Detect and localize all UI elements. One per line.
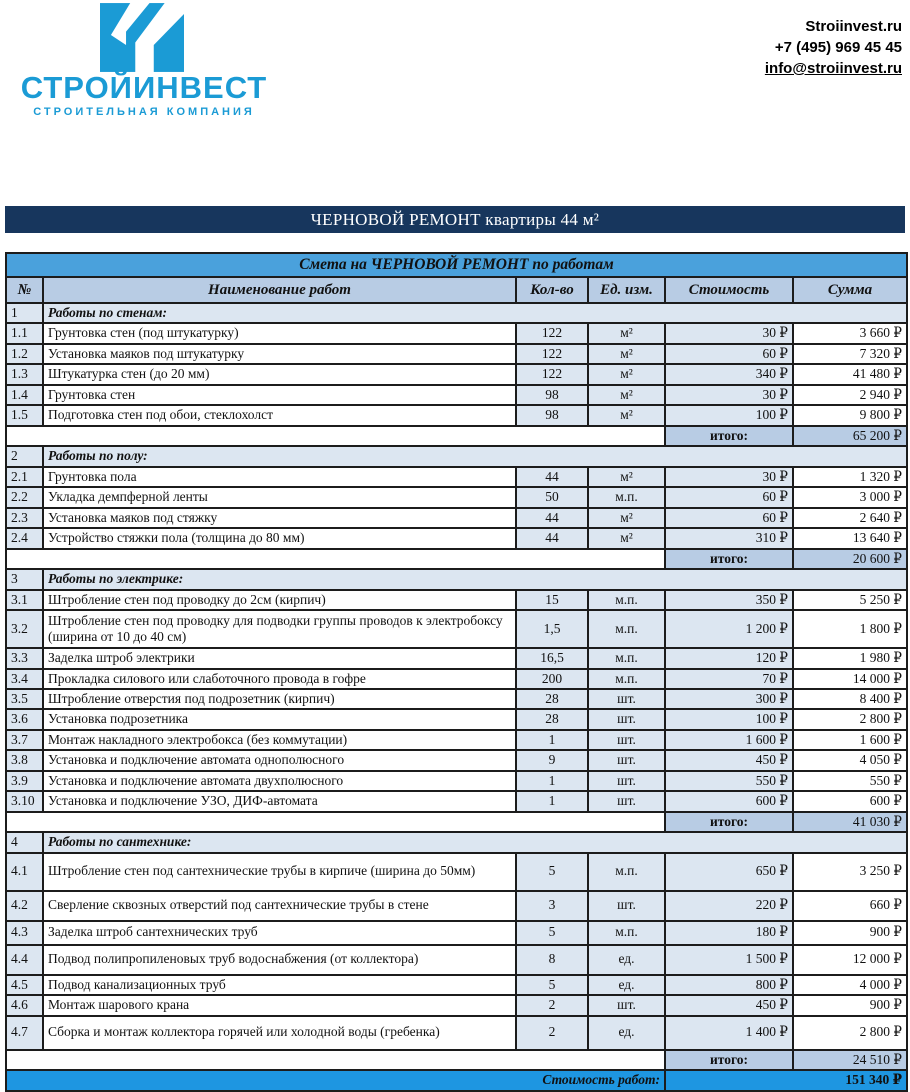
item-quantity-cell: 44: [516, 467, 588, 487]
table-header-row: [6, 277, 907, 303]
item-unit-cell: м²: [588, 323, 665, 343]
item-price-cell: 70 ₽: [665, 669, 793, 689]
item-number-cell: 3.9: [6, 771, 43, 791]
work-item-row: [6, 750, 907, 770]
item-name-cell: Установка и подключение автомата однополюсного: [43, 750, 516, 770]
item-name-cell: Штукатурка стен (до 20 мм): [43, 364, 516, 384]
item-quantity-cell: 5: [516, 853, 588, 891]
contacts-block: [765, 16, 902, 79]
item-quantity-cell: 2: [516, 995, 588, 1015]
company-tagline: СТРОИТЕЛЬНАЯ КОМПАНИЯ: [33, 106, 255, 118]
item-unit-cell: м.п.: [588, 853, 665, 891]
item-name-cell: Подвод полипропиленовых труб водоснабжения (от коллектора): [43, 945, 516, 975]
item-quantity-cell: 5: [516, 975, 588, 995]
item-unit-cell: шт.: [588, 995, 665, 1015]
work-item-row: [6, 689, 907, 709]
item-number-cell: 4.7: [6, 1016, 43, 1050]
email-link[interactable]: info@stroiinvest.ru: [764, 60, 902, 77]
item-unit-cell: м.п.: [588, 669, 665, 689]
item-sum-cell: 1 320 ₽: [793, 467, 907, 487]
item-number-cell: 1.2: [6, 344, 43, 364]
section-total-row: [6, 426, 907, 446]
item-unit-cell: м²: [588, 364, 665, 384]
item-sum-cell: 14 000 ₽: [793, 669, 907, 689]
item-sum-cell: 3 000 ₽: [793, 487, 907, 507]
table-caption-row: [6, 253, 907, 277]
item-name-cell: Подвод канализационных труб: [43, 975, 516, 995]
item-name-cell: Укладка демпферной ленты: [43, 487, 516, 507]
item-unit-cell: шт.: [588, 750, 665, 770]
item-name-cell: Устройство стяжки пола (толщина до 80 мм): [43, 528, 516, 548]
section-total-label: итого:: [665, 549, 793, 569]
item-number-cell: 4.6: [6, 995, 43, 1015]
item-sum-cell: 7 320 ₽: [793, 344, 907, 364]
item-sum-cell: 12 000 ₽: [793, 945, 907, 975]
item-sum-cell: 2 940 ₽: [793, 385, 907, 405]
item-price-cell: 600 ₽: [665, 791, 793, 811]
column-header-0: №: [6, 277, 43, 303]
item-price-cell: 1 400 ₽: [665, 1016, 793, 1050]
item-price-cell: 1 600 ₽: [665, 730, 793, 750]
item-name-cell: Штробление стен под сантехнические трубы в кирпиче (ширина до 50мм): [43, 853, 516, 891]
item-name-cell: Установка маяков под стяжку: [43, 508, 516, 528]
item-price-cell: 60 ₽: [665, 508, 793, 528]
item-quantity-cell: 122: [516, 364, 588, 384]
item-sum-cell: 600 ₽: [793, 791, 907, 811]
item-sum-cell: 4 000 ₽: [793, 975, 907, 995]
column-header-3: Ед. изм.: [588, 277, 665, 303]
item-number-cell: 4.1: [6, 853, 43, 891]
section-header-row: [6, 446, 907, 466]
item-quantity-cell: 1,5: [516, 610, 588, 648]
work-item-row: [6, 791, 907, 811]
table-caption: Смета на ЧЕРНОВОЙ РЕМОНТ по работам: [6, 253, 907, 277]
item-quantity-cell: 122: [516, 323, 588, 343]
item-price-cell: 310 ₽: [665, 528, 793, 548]
work-item-row: [6, 1016, 907, 1050]
company-logo-icon: [100, 3, 184, 72]
item-price-cell: 650 ₽: [665, 853, 793, 891]
section-title: Работы по стенам:: [43, 303, 907, 323]
item-name-cell: Грунтовка стен (под штукатурку): [43, 323, 516, 343]
item-number-cell: 3.5: [6, 689, 43, 709]
item-unit-cell: шт.: [588, 689, 665, 709]
item-unit-cell: шт.: [588, 709, 665, 729]
section-total-label: итого:: [665, 812, 793, 832]
section-number: 3: [6, 569, 43, 589]
item-unit-cell: м.п.: [588, 487, 665, 507]
grand-total-label: Стоимость работ:: [6, 1070, 665, 1090]
item-name-cell: Заделка штроб электрики: [43, 648, 516, 668]
item-unit-cell: шт.: [588, 730, 665, 750]
item-sum-cell: 900 ₽: [793, 921, 907, 945]
item-price-cell: 340 ₽: [665, 364, 793, 384]
column-header-4: Стоимость: [665, 277, 793, 303]
item-sum-cell: 2 800 ₽: [793, 709, 907, 729]
section-total-value: 24 510 ₽: [793, 1050, 907, 1070]
item-price-cell: 100 ₽: [665, 709, 793, 729]
item-number-cell: 2.2: [6, 487, 43, 507]
item-unit-cell: ед.: [588, 1016, 665, 1050]
phone-number: +7 (495) 969 45 45: [774, 39, 902, 56]
item-number-cell: 4.4: [6, 945, 43, 975]
item-unit-cell: шт.: [588, 771, 665, 791]
item-unit-cell: м²: [588, 467, 665, 487]
item-price-cell: 60 ₽: [665, 344, 793, 364]
item-price-cell: 800 ₽: [665, 975, 793, 995]
item-unit-cell: шт.: [588, 791, 665, 811]
item-sum-cell: 5 250 ₽: [793, 590, 907, 610]
item-name-cell: Штробление отверстия под подрозетник (кирпич): [43, 689, 516, 709]
item-sum-cell: 2 800 ₽: [793, 1016, 907, 1050]
item-number-cell: 2.3: [6, 508, 43, 528]
grand-total-row: [6, 1070, 907, 1090]
item-name-cell: Грунтовка стен: [43, 385, 516, 405]
item-sum-cell: 900 ₽: [793, 995, 907, 1015]
grand-total-value: 151 340 ₽: [665, 1070, 907, 1090]
work-item-row: [6, 669, 907, 689]
item-price-cell: 120 ₽: [665, 648, 793, 668]
work-item-row: [6, 995, 907, 1015]
item-price-cell: 550 ₽: [665, 771, 793, 791]
section-total-value: 20 600 ₽: [793, 549, 907, 569]
item-price-cell: 1 200 ₽: [665, 610, 793, 648]
item-name-cell: Прокладка силового или слаботочного провода в гофре: [43, 669, 516, 689]
item-name-cell: Грунтовка пола: [43, 467, 516, 487]
item-price-cell: 180 ₽: [665, 921, 793, 945]
item-unit-cell: м²: [588, 405, 665, 425]
item-name-cell: Заделка штроб сантехнических труб: [43, 921, 516, 945]
item-unit-cell: м.п.: [588, 590, 665, 610]
work-item-row: [6, 853, 907, 891]
work-item-row: [6, 508, 907, 528]
item-number-cell: 2.4: [6, 528, 43, 548]
item-sum-cell: 4 050 ₽: [793, 750, 907, 770]
item-quantity-cell: 5: [516, 921, 588, 945]
work-item-row: [6, 528, 907, 548]
item-quantity-cell: 44: [516, 508, 588, 528]
item-sum-cell: 8 400 ₽: [793, 689, 907, 709]
item-sum-cell: 1 600 ₽: [793, 730, 907, 750]
work-item-row: [6, 921, 907, 945]
work-item-row: [6, 709, 907, 729]
work-item-row: [6, 590, 907, 610]
work-item-row: [6, 364, 907, 384]
work-item-row: [6, 771, 907, 791]
section-number: 1: [6, 303, 43, 323]
work-item-row: [6, 487, 907, 507]
item-number-cell: 3.7: [6, 730, 43, 750]
item-quantity-cell: 1: [516, 791, 588, 811]
column-header-5: Сумма: [793, 277, 907, 303]
work-item-row: [6, 648, 907, 668]
item-quantity-cell: 8: [516, 945, 588, 975]
total-row-spacer: [6, 1050, 665, 1070]
item-price-cell: 450 ₽: [665, 750, 793, 770]
website-link[interactable]: Stroiinvest.ru: [805, 18, 902, 35]
item-number-cell: 4.2: [6, 891, 43, 921]
item-price-cell: 350 ₽: [665, 590, 793, 610]
section-total-label: итого:: [665, 426, 793, 446]
item-quantity-cell: 28: [516, 709, 588, 729]
item-price-cell: 60 ₽: [665, 487, 793, 507]
item-price-cell: 30 ₽: [665, 467, 793, 487]
item-number-cell: 3.8: [6, 750, 43, 770]
item-number-cell: 3.4: [6, 669, 43, 689]
work-item-row: [6, 891, 907, 921]
item-sum-cell: 41 480 ₽: [793, 364, 907, 384]
item-name-cell: Установка и подключение УЗО, ДИФ-автомата: [43, 791, 516, 811]
item-quantity-cell: 3: [516, 891, 588, 921]
item-unit-cell: ед.: [588, 945, 665, 975]
item-unit-cell: ед.: [588, 975, 665, 995]
item-number-cell: 1.3: [6, 364, 43, 384]
item-unit-cell: м.п.: [588, 648, 665, 668]
section-title: Работы по полу:: [43, 446, 907, 466]
item-sum-cell: 1 980 ₽: [793, 648, 907, 668]
company-brand-name: СТРОЙИНВЕСТ: [20, 70, 268, 105]
item-unit-cell: м²: [588, 508, 665, 528]
item-number-cell: 1.5: [6, 405, 43, 425]
section-total-row: [6, 812, 907, 832]
item-quantity-cell: 98: [516, 405, 588, 425]
item-quantity-cell: 16,5: [516, 648, 588, 668]
work-item-row: [6, 610, 907, 648]
item-sum-cell: 13 640 ₽: [793, 528, 907, 548]
section-number: 4: [6, 832, 43, 852]
work-item-row: [6, 945, 907, 975]
item-sum-cell: 2 640 ₽: [793, 508, 907, 528]
item-name-cell: Сверление сквозных отверстий под сантехнические трубы в стене: [43, 891, 516, 921]
item-quantity-cell: 1: [516, 771, 588, 791]
item-price-cell: 220 ₽: [665, 891, 793, 921]
section-total-row: [6, 1050, 907, 1070]
item-quantity-cell: 1: [516, 730, 588, 750]
column-header-2: Кол-во: [516, 277, 588, 303]
item-quantity-cell: 50: [516, 487, 588, 507]
item-unit-cell: м²: [588, 528, 665, 548]
item-name-cell: Штробление стен под проводку до 2см (кирпич): [43, 590, 516, 610]
item-number-cell: 3.2: [6, 610, 43, 648]
item-name-cell: Установка и подключение автомата двухполюсного: [43, 771, 516, 791]
item-name-cell: Монтаж накладного электробокса (без коммутации): [43, 730, 516, 750]
item-sum-cell: 550 ₽: [793, 771, 907, 791]
total-row-spacer: [6, 426, 665, 446]
work-item-row: [6, 975, 907, 995]
item-price-cell: 30 ₽: [665, 385, 793, 405]
item-unit-cell: м²: [588, 385, 665, 405]
section-header-row: [6, 832, 907, 852]
item-unit-cell: шт.: [588, 891, 665, 921]
work-item-row: [6, 323, 907, 343]
item-number-cell: 1.4: [6, 385, 43, 405]
item-quantity-cell: 200: [516, 669, 588, 689]
section-total-value: 65 200 ₽: [793, 426, 907, 446]
item-sum-cell: 660 ₽: [793, 891, 907, 921]
item-unit-cell: м.п.: [588, 921, 665, 945]
item-number-cell: 4.5: [6, 975, 43, 995]
item-sum-cell: 3 250 ₽: [793, 853, 907, 891]
item-sum-cell: 3 660 ₽: [793, 323, 907, 343]
item-number-cell: 1.1: [6, 323, 43, 343]
section-number: 2: [6, 446, 43, 466]
item-price-cell: 450 ₽: [665, 995, 793, 1015]
item-quantity-cell: 44: [516, 528, 588, 548]
item-quantity-cell: 2: [516, 1016, 588, 1050]
section-total-label: итого:: [665, 1050, 793, 1070]
item-quantity-cell: 15: [516, 590, 588, 610]
section-total-row: [6, 549, 907, 569]
section-title: Работы по сантехнике:: [43, 832, 907, 852]
work-item-row: [6, 344, 907, 364]
item-quantity-cell: 122: [516, 344, 588, 364]
item-number-cell: 3.1: [6, 590, 43, 610]
item-sum-cell: 9 800 ₽: [793, 405, 907, 425]
item-price-cell: 100 ₽: [665, 405, 793, 425]
item-number-cell: 2.1: [6, 467, 43, 487]
item-quantity-cell: 98: [516, 385, 588, 405]
section-header-row: [6, 569, 907, 589]
item-name-cell: Установка подрозетника: [43, 709, 516, 729]
work-item-row: [6, 405, 907, 425]
item-unit-cell: м²: [588, 344, 665, 364]
column-header-1: Наименование работ: [43, 277, 516, 303]
item-price-cell: 300 ₽: [665, 689, 793, 709]
item-quantity-cell: 9: [516, 750, 588, 770]
total-row-spacer: [6, 549, 665, 569]
total-row-spacer: [6, 812, 665, 832]
item-name-cell: Подготовка стен под обои, стеклохолст: [43, 405, 516, 425]
document-title: ЧЕРНОВОЙ РЕМОНТ квартиры 44 м²: [5, 206, 905, 233]
item-name-cell: Установка маяков под штукатурку: [43, 344, 516, 364]
item-quantity-cell: 28: [516, 689, 588, 709]
item-number-cell: 4.3: [6, 921, 43, 945]
section-total-value: 41 030 ₽: [793, 812, 907, 832]
section-title: Работы по электрике:: [43, 569, 907, 589]
item-sum-cell: 1 800 ₽: [793, 610, 907, 648]
work-item-row: [6, 385, 907, 405]
item-number-cell: 3.6: [6, 709, 43, 729]
section-header-row: [6, 303, 907, 323]
item-name-cell: Монтаж шарового крана: [43, 995, 516, 1015]
item-price-cell: 1 500 ₽: [665, 945, 793, 975]
work-item-row: [6, 730, 907, 750]
estimate-table: [5, 252, 908, 1092]
item-number-cell: 3.10: [6, 791, 43, 811]
item-name-cell: Сборка и монтаж коллектора горячей или холодной воды (гребенка): [43, 1016, 516, 1050]
item-number-cell: 3.3: [6, 648, 43, 668]
item-price-cell: 30 ₽: [665, 323, 793, 343]
item-unit-cell: м.п.: [588, 610, 665, 648]
item-name-cell: Штробление стен под проводку для подводки группы проводов к электробоксу (ширина от 10 до 40 см): [43, 610, 516, 648]
work-item-row: [6, 467, 907, 487]
